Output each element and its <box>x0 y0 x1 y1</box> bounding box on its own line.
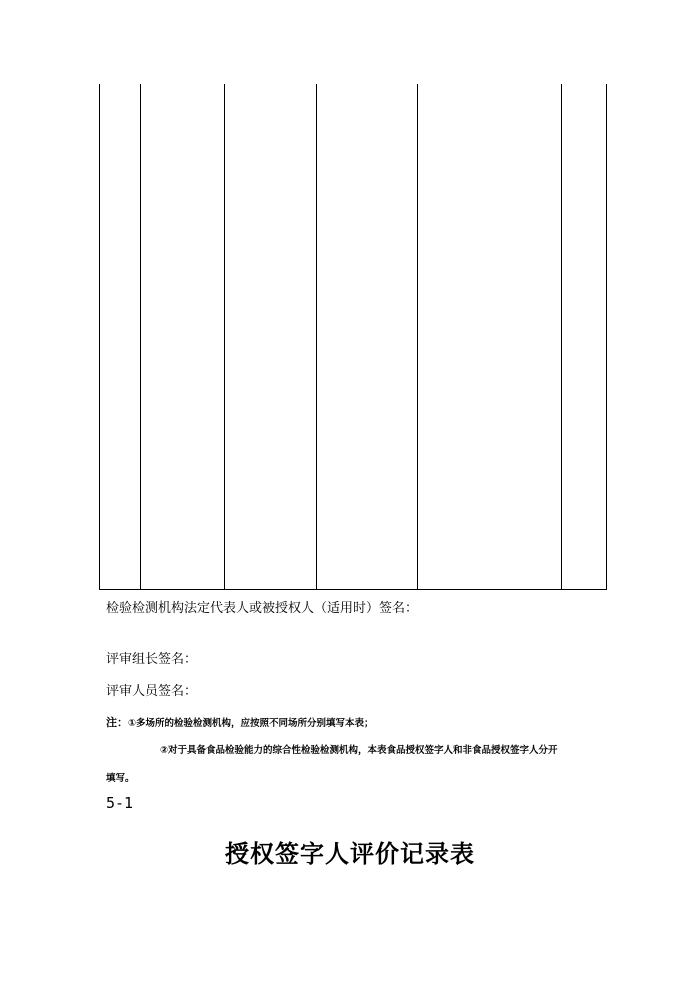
note-item-2-continuation: 填写。 <box>106 773 135 784</box>
table-column-divider <box>316 84 317 589</box>
section-number: 5-1 <box>106 794 134 812</box>
table-column-divider <box>224 84 225 589</box>
table-continuation <box>99 84 607 590</box>
page-title: 授权签字人评价记录表 <box>225 839 475 868</box>
note-item-2: ②对于具备食品检验能力的综合性检验检测机构，本表食品授权签字人和非食品授权签字人分开 <box>160 745 558 756</box>
table-column-divider <box>417 84 418 589</box>
note-label: 注： <box>106 716 128 729</box>
legal-rep-signature-label: 检验检测机构法定代表人或被授权人（适用时）签名： <box>106 601 419 616</box>
table-column-divider <box>140 84 141 589</box>
team-leader-signature-label: 评审组长签名： <box>106 652 198 667</box>
reviewers-signature-label: 评审人员签名： <box>106 684 198 699</box>
note-line-1 <box>106 716 374 731</box>
table-column-divider <box>561 84 562 589</box>
note-item-1: ①多场所的检验检测机构，应按照不同场所分别填写本表； <box>128 718 374 729</box>
